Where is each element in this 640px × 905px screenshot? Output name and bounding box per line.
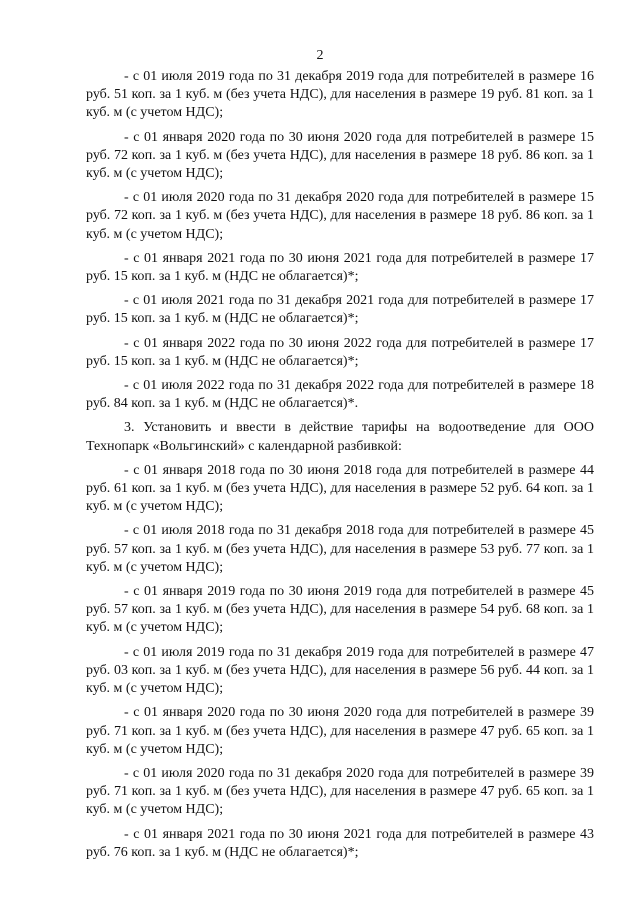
document-body [86,68,594,868]
tariff-paragraph: - с 01 июля 2021 года по 31 декабря 2021 года для потребителей в размере 17 руб. 15 коп. за 1 куб. м (НДС не облагается)*; [86,293,594,327]
tariff-paragraph: - с 01 января 2021 года по 30 июня 2021 года для потребителей в размере 43 руб. 76 коп. за 1 куб. м (НДС не облагается)*; [86,826,594,860]
tariff-paragraph: - с 01 июля 2018 года по 31 декабря 2018 года для потребителей в размере 45 руб. 57 коп. за 1 куб. м (без учета НДС), для населения в размере 53 руб. 77 коп. за 1 куб. м (с учетом НДС); [86,523,594,575]
tariff-paragraph: - с 01 июля 2019 года по 31 декабря 2019 года для потребителей в размере 16 руб. 51 коп. за 1 куб. м (без учета НДС), для населения в размере 19 руб. 81 коп. за 1 куб. м (с учетом НДС); [86,69,594,121]
section-heading-paragraph: 3. Установить и ввести в действие тарифы на водоотведение для ООО Технопарк «Вольгинский» с календарной разбивкой: [86,420,594,454]
tariff-paragraph: - с 01 июля 2022 года по 31 декабря 2022 года для потребителей в размере 18 руб. 84 коп. за 1 куб. м (НДС не облагается)*. [86,378,594,412]
tariff-paragraph: - с 01 января 2019 года по 30 июня 2019 года для потребителей в размере 45 руб. 57 коп. за 1 куб. м (без учета НДС), для населения в размере 54 руб. 68 коп. за 1 куб. м (с учетом НДС); [86,584,594,636]
page-number: 2 [316,48,324,63]
tariff-paragraph: - с 01 июля 2020 года по 31 декабря 2020 года для потребителей в размере 39 руб. 71 коп. за 1 куб. м (без учета НДС), для населения в размере 47 руб. 65 коп. за 1 куб. м (с учетом НДС); [86,765,594,818]
tariff-paragraph: - с 01 июля 2020 года по 31 декабря 2020 года для потребителей в размере 15 руб. 72 коп. за 1 куб. м (без учета НДС), для населения в размере 18 руб. 86 коп. за 1 куб. м (с учетом НДС); [86,190,594,242]
tariff-paragraph: - с 01 января 2018 года по 30 июня 2018 года для потребителей в размере 44 руб. 61 коп. за 1 куб. м (без учета НДС), для населения в размере 52 руб. 64 коп. за 1 куб. м (с учетом НДС); [86,462,594,515]
tariff-paragraph: - с 01 января 2020 года по 30 июня 2020 года для потребителей в размере 39 руб. 71 коп. за 1 куб. м (без учета НДС), для населения в размере 47 руб. 65 коп. за 1 куб. м (с учетом НДС); [86,705,594,757]
tariff-paragraph: - с 01 июля 2019 года по 31 декабря 2019 года для потребителей в размере 47 руб. 03 коп. за 1 куб. м (без учета НДС), для населения в размере 56 руб. 44 коп. за 1 куб. м (с учетом НДС); [86,644,594,697]
tariff-paragraph: - с 01 января 2020 года по 30 июня 2020 года для потребителей в размере 15 руб. 72 коп. за 1 куб. м (без учета НДС), для населения в размере 18 руб. 86 коп. за 1 куб. м (с учетом НДС); [86,129,594,182]
tariff-paragraph: - с 01 января 2022 года по 30 июня 2022 года для потребителей в размере 17 руб. 15 коп. за 1 куб. м (НДС не облагается)*; [86,335,594,369]
tariff-paragraph: - с 01 января 2021 года по 30 июня 2021 года для потребителей в размере 17 руб. 15 коп. за 1 куб. м (НДС не облагается)*; [86,250,594,285]
